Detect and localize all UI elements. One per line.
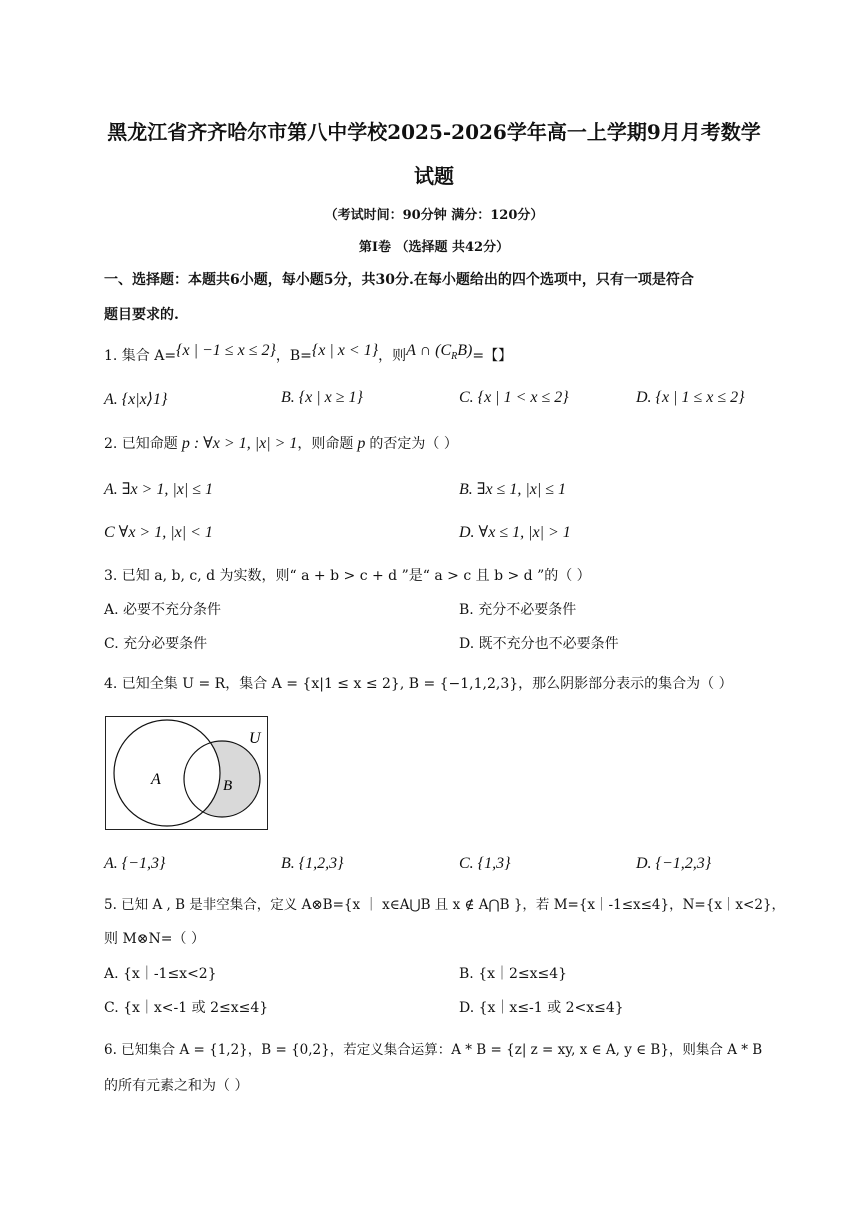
q3-option-b[interactable]: B. 充分不必要条件: [459, 602, 577, 618]
q2-option-c[interactable]: [104, 522, 213, 542]
q1-prefix: 1. 集合 A=: [104, 348, 177, 364]
q3-option-c[interactable]: C. 充分必要条件: [104, 636, 208, 652]
volume-label: 第Ⅰ卷 （选择题 共42分）: [358, 240, 510, 255]
question-4: 4. 已知全集 U = R，集合 A = {x|1 ≤ x ≤ 2}, B = {−1,1,2,3}，那么阴影部分表示的集合为（ ）: [104, 676, 733, 692]
q1-option-d-text: D. {x | 1 ≤ x ≤ 2}: [636, 389, 745, 406]
q1-option-c[interactable]: [459, 389, 569, 407]
q3-option-a[interactable]: A. 必要不充分条件: [104, 602, 222, 618]
question-5-line1: 5. 已知 A , B 是非空集合，定义 A⊗B={x ｜ x∈A⋃B 且 x ∉ A⋂B }，若 M={x｜-1≤x≤4}，N={x｜x<2}，: [104, 897, 786, 913]
q1-set-b: {x | x < 1}: [311, 342, 379, 359]
exam-info: （考试时间：90分钟 满分：120分）: [324, 208, 544, 223]
q4-option-d[interactable]: [636, 855, 711, 873]
q5-option-c[interactable]: C. {x｜x<-1 或 2≤x≤4}: [104, 1000, 269, 1016]
q5-option-a[interactable]: A. {x｜-1≤x<2}: [104, 966, 217, 982]
q2-option-d-text: D. ∀x ≤ 1, |x| > 1: [459, 524, 571, 541]
q4-option-c-text: C. {1,3}: [459, 855, 511, 872]
q1-expr-sub: R: [451, 351, 458, 363]
q4-option-d-text: D. {−1,2,3}: [636, 855, 712, 872]
q4-option-c[interactable]: [459, 855, 510, 873]
q2-option-a[interactable]: [104, 479, 213, 499]
q2-expr: p : ∀x > 1, |x| > 1: [177, 435, 298, 452]
q2-text-c: 的否定为（ ）: [369, 436, 458, 452]
q1-then: ，则: [378, 348, 407, 364]
q2-p: p: [353, 435, 370, 452]
q1-option-d[interactable]: [636, 389, 745, 407]
venn-svg: [106, 717, 267, 829]
question-3: 3. 已知 a, b, c, d 为实数，则“ a + b > c + d ”是“ a > c 且 b > d ”的（ ）: [104, 568, 591, 584]
q1-option-b-text: B. {x | x ≥ 1}: [281, 389, 363, 406]
venn-diagram: [105, 716, 268, 830]
question-2: [104, 434, 458, 454]
venn-label-a: A: [151, 771, 161, 788]
q1-expr-main: A ∩ (C: [406, 342, 452, 359]
section-header-line2: 题目要求的.: [104, 307, 179, 323]
q4-option-b[interactable]: [281, 855, 344, 873]
q1-end: =【】: [472, 348, 513, 364]
q5-option-d[interactable]: D. {x｜x≤-1 或 2<x≤4}: [459, 1000, 624, 1016]
q1-expr-end: B): [457, 342, 473, 359]
q1-option-b[interactable]: [281, 389, 363, 407]
q1-expr: [406, 342, 473, 363]
q2-text-b: ，则命题: [297, 436, 354, 452]
q2-option-b[interactable]: [459, 479, 566, 499]
q4-option-a[interactable]: [104, 855, 165, 873]
question-6-line1: 6. 已知集合 A = {1,2}，B = {0,2}，若定义集合运算：A * B = {z| z = xy, x ∈ A, y ∈ B}，则集合 A * B: [104, 1042, 763, 1058]
q3-option-d[interactable]: D. 既不充分也不必要条件: [459, 636, 619, 652]
q4-option-a-text: A. {−1,3}: [104, 855, 166, 872]
q1-set-a: {x | −1 ≤ x ≤ 2}: [176, 342, 276, 359]
section-header-line1: 一、选择题：本题共6小题，每小题5分，共30分.在每小题给出的四个选项中，只有一项是符合: [104, 272, 694, 288]
q1-option-a-text: A. {x|x⟩1}: [104, 391, 168, 408]
q2-option-c-text: C ∀x > 1, |x| < 1: [104, 524, 213, 541]
q1-option-a[interactable]: [104, 389, 167, 409]
q4-option-b-text: B. {1,2,3}: [281, 855, 344, 872]
q2-text-a: 2. 已知命题: [104, 436, 178, 452]
question-6-line2: 的所有元素之和为（ ）: [104, 1078, 249, 1094]
q1-mid: ，B=: [275, 348, 312, 364]
q2-option-a-text: A. ∃x > 1, |x| ≤ 1: [104, 481, 214, 498]
venn-label-b: B: [223, 778, 233, 794]
q1-option-c-text: C. {x | 1 < x ≤ 2}: [459, 389, 569, 406]
question-5-line2: 则 M⊗N=（ ）: [104, 931, 205, 947]
question-1: [104, 342, 513, 372]
doc-title-line2: 试题: [414, 164, 454, 188]
q5-option-b[interactable]: B. {x｜2≤x≤4}: [459, 966, 568, 982]
q2-option-b-text: B. ∃x ≤ 1, |x| ≤ 1: [459, 481, 567, 498]
q2-option-d[interactable]: [459, 522, 571, 542]
venn-label-u: U: [249, 730, 261, 747]
doc-title-line1: 黑龙江省齐齐哈尔市第八中学校2025-2026学年高一上学期9月月考数学: [107, 120, 761, 144]
